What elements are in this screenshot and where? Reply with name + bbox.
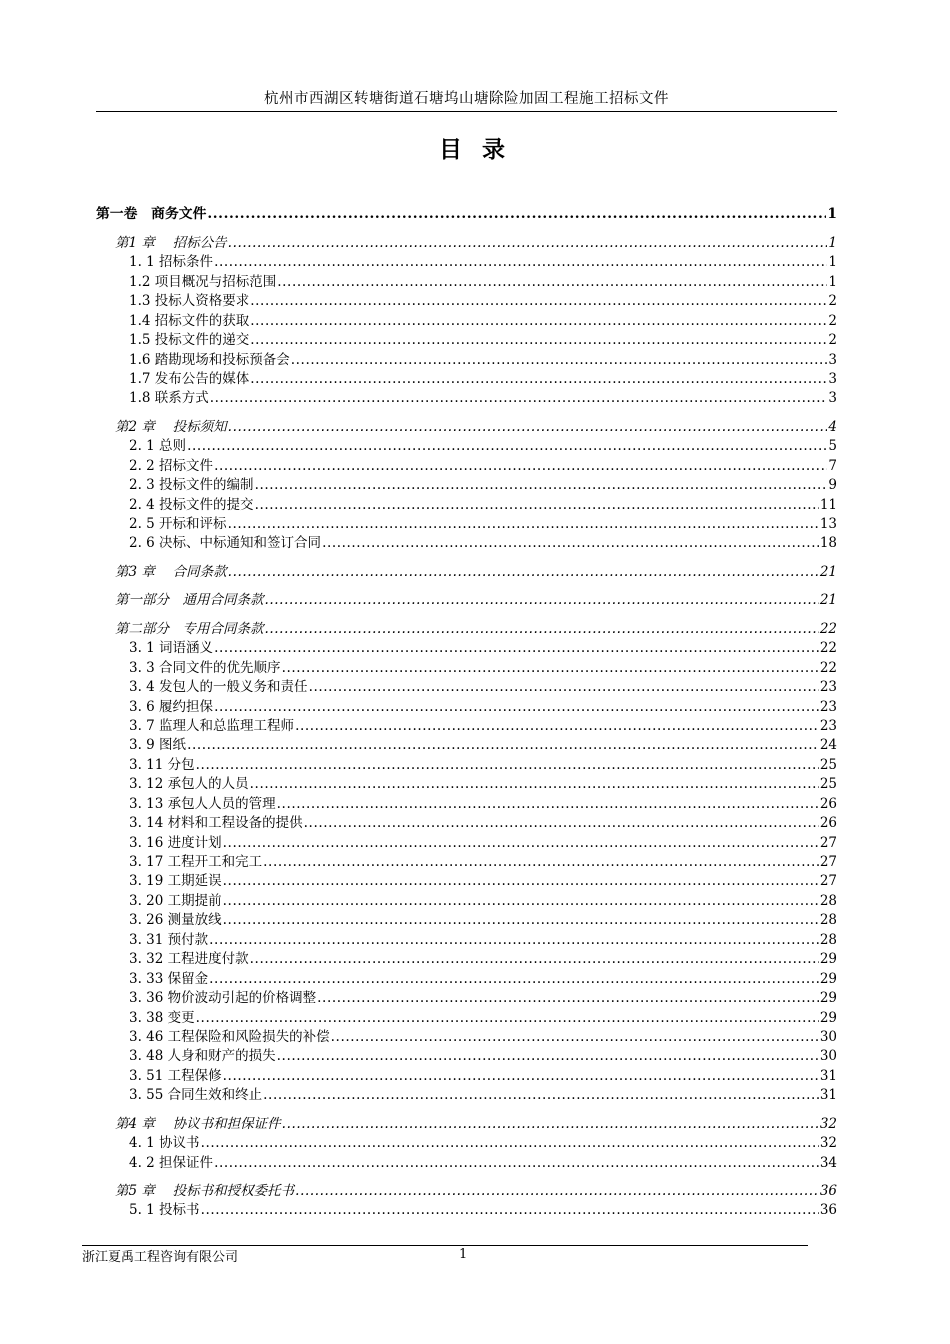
- toc-leader-dots: [291, 352, 828, 369]
- toc-entry-label: 第3 章 合同条款: [115, 563, 227, 580]
- toc-entry[interactable]: [96, 852, 837, 871]
- toc-entry[interactable]: [96, 1133, 837, 1152]
- toc-entry[interactable]: [96, 330, 837, 349]
- toc-leader-dots: [228, 419, 828, 436]
- toc-entry-page: 22: [819, 659, 837, 676]
- toc-leader-dots: [250, 293, 827, 310]
- toc-entry-page: 3: [828, 370, 837, 387]
- toc-entry-page: 29: [819, 970, 837, 987]
- toc-leader-dots: [223, 1068, 819, 1085]
- toc-entry[interactable]: [96, 369, 837, 388]
- toc-entry-page: 22: [819, 620, 837, 637]
- toc-entry-label: 4. 1 协议书: [129, 1135, 200, 1152]
- toc-leader-dots: [228, 235, 828, 252]
- toc-entry-label: 4. 2 担保证件: [129, 1154, 214, 1171]
- footer-rule: [82, 1245, 808, 1246]
- toc-leader-dots: [209, 971, 819, 988]
- toc-entry-label: 5. 1 投标书: [129, 1202, 200, 1219]
- toc-leader-dots: [250, 313, 827, 330]
- toc-leader-dots: [250, 776, 819, 793]
- toc-leader-dots: [322, 535, 819, 552]
- toc-leader-dots: [277, 796, 819, 813]
- toc-entry[interactable]: [96, 416, 837, 435]
- toc-entry-label: 3. 46 工程保险和风险损失的补偿: [129, 1028, 330, 1045]
- toc-entry[interactable]: [96, 1085, 837, 1104]
- toc-entry-label: 第5 章 投标书和授权委托书: [115, 1183, 295, 1199]
- toc-entry[interactable]: [96, 832, 837, 851]
- toc-entry-page: 7: [828, 457, 837, 474]
- toc-entry[interactable]: [96, 754, 837, 773]
- toc-entry-page: 32: [819, 1135, 837, 1152]
- toc-entry[interactable]: [96, 1181, 837, 1200]
- toc-entry[interactable]: [96, 735, 837, 754]
- toc-entry[interactable]: [96, 949, 837, 968]
- toc-entry-page: 29: [819, 1009, 837, 1026]
- toc-entry[interactable]: [96, 232, 837, 251]
- toc-leader-dots: [228, 516, 819, 533]
- toc-entry-page: 28: [819, 892, 837, 909]
- toc-leader-dots: [304, 815, 819, 832]
- toc-entry-page: 27: [819, 834, 837, 851]
- toc-entry[interactable]: [96, 252, 837, 271]
- toc-entry-label: 第2 章 投标须知: [115, 418, 227, 435]
- toc-entry-page: 31: [819, 1087, 837, 1104]
- toc-entry-page: 1: [828, 234, 837, 251]
- toc-entry[interactable]: [96, 204, 837, 223]
- toc-entry[interactable]: [96, 291, 837, 310]
- toc-entry-label: 3. 51 工程保修: [129, 1067, 222, 1084]
- toc-entry-page: 23: [819, 717, 837, 734]
- toc-leader-dots: [331, 1029, 819, 1046]
- toc-entry-label: 3. 16 进度计划: [129, 834, 222, 851]
- toc-leader-dots: [209, 932, 819, 949]
- header-rule: [96, 111, 837, 112]
- toc-leader-dots: [196, 757, 819, 774]
- toc-entry[interactable]: [96, 968, 837, 987]
- toc-entry-page: 32: [819, 1115, 837, 1132]
- toc-leader-dots: [265, 592, 819, 609]
- page-header-title: 杭州市西湖区转塘街道石塘坞山塘除险加固工程施工招标文件: [264, 91, 669, 107]
- toc-entry-page: 29: [819, 990, 837, 1007]
- toc-entry-page: 25: [819, 756, 837, 773]
- toc-entry-label: 1.7 发布公告的媒体: [129, 370, 250, 387]
- toc-entry[interactable]: [96, 871, 837, 890]
- toc-entry-label: 3. 13 承包人人员的管理: [129, 795, 276, 812]
- toc-entry-page: 21: [819, 592, 837, 609]
- toc-leader-dots: [214, 640, 819, 657]
- toc-entry-label: 3. 4 发包人的一般义务和责任: [129, 679, 308, 696]
- toc-leader-dots: [223, 912, 819, 929]
- toc-entry-label: 第一部分 通用合同条款: [115, 592, 264, 609]
- toc-entry[interactable]: [96, 638, 837, 657]
- toc-entry-label: 2. 5 开标和评标: [129, 516, 227, 532]
- toc-entry-page: 3: [828, 351, 837, 368]
- toc-entry-page: 2: [828, 312, 837, 329]
- toc-entry[interactable]: [96, 618, 837, 637]
- toc-leader-dots: [250, 371, 827, 388]
- toc-leader-dots: [277, 1048, 819, 1065]
- toc-entry-page: 30: [819, 1028, 837, 1045]
- toc-entry[interactable]: [96, 310, 837, 329]
- toc-leader-dots: [282, 1116, 819, 1133]
- toc-entry[interactable]: [96, 475, 837, 494]
- toc-entry-label: 第1 章 招标公告: [115, 234, 227, 251]
- toc-entry[interactable]: [96, 890, 837, 909]
- toc-leader-dots: [250, 332, 827, 349]
- toc-entry-page: 3: [828, 390, 837, 407]
- toc-entry[interactable]: [96, 929, 837, 948]
- toc-entry-label: 3. 19 工期延误: [129, 873, 222, 890]
- toc-leader-dots: [201, 1202, 819, 1219]
- toc-entry[interactable]: [96, 716, 837, 735]
- toc-entry-page: 1: [828, 273, 837, 290]
- toc-leader-dots: [223, 873, 819, 890]
- toc-leader-dots: [309, 679, 819, 696]
- toc-leader-dots: [265, 621, 819, 638]
- toc-entry-page: 9: [828, 477, 837, 494]
- toc-leader-dots: [250, 951, 819, 968]
- toc-entry-page: 23: [819, 698, 837, 715]
- toc-entry[interactable]: [96, 1152, 837, 1171]
- toc-entry-page: 1: [827, 206, 837, 223]
- toc-entry-label: 3. 9 图纸: [129, 737, 187, 754]
- toc-entry[interactable]: [96, 793, 837, 812]
- toc-entry[interactable]: [96, 1007, 837, 1026]
- toc-leader-dots: [277, 274, 827, 291]
- toc-leader-dots: [295, 718, 819, 735]
- toc-entry-label: 2. 3 投标文件的编制: [129, 477, 254, 494]
- toc-entry-page: 11: [819, 496, 837, 513]
- toc-entry-label: 3. 7 监理人和总监理工程师: [129, 717, 295, 734]
- toc-leader-dots: [214, 699, 819, 716]
- toc-entry[interactable]: [96, 813, 837, 832]
- toc-leader-dots: [210, 390, 828, 407]
- toc-entry-page: 27: [819, 873, 837, 890]
- toc-entry-label: 3. 3 合同文件的优先顺序: [129, 659, 281, 676]
- toc-entry-label: 3. 11 分包: [129, 756, 195, 773]
- toc-entry-label: 3. 38 变更: [129, 1009, 195, 1026]
- toc-entry[interactable]: [96, 388, 837, 407]
- toc-entry-label: 3. 1 词语涵义: [129, 640, 214, 657]
- toc-entry-page: 23: [819, 679, 837, 696]
- toc-entry-page: 27: [819, 854, 837, 870]
- toc-entry-label: 第一卷 商务文件: [96, 206, 207, 223]
- toc-entry-label: 3. 36 物价波动引起的价格调整: [129, 990, 317, 1007]
- table-of-contents: [96, 204, 837, 1219]
- toc-leader-dots: [214, 458, 827, 475]
- toc-entry-label: 3. 48 人身和财产的损失: [129, 1048, 276, 1065]
- toc-entry-page: 26: [819, 815, 837, 832]
- toc-leader-dots: [263, 854, 819, 871]
- toc-entry-page: 30: [819, 1048, 837, 1065]
- toc-entry-label: 1.6 踏勘现场和投标预备会: [129, 351, 290, 368]
- toc-entry[interactable]: [96, 494, 837, 513]
- toc-entry-page: 2: [828, 293, 837, 310]
- toc-leader-dots: [295, 1183, 819, 1200]
- toc-entry[interactable]: [96, 590, 837, 609]
- toc-leader-dots: [201, 1135, 819, 1152]
- toc-leader-dots: [187, 438, 827, 455]
- toc-entry-label: 2. 1 总则: [129, 438, 187, 455]
- toc-entry[interactable]: [96, 988, 837, 1007]
- toc-entry-label: 第4 章 协议书和担保证件: [115, 1115, 281, 1132]
- toc-entry-page: 1: [828, 254, 837, 271]
- toc-leader-dots: [214, 1155, 819, 1172]
- toc-entry-page: 4: [828, 418, 837, 435]
- toc-entry[interactable]: [96, 677, 837, 696]
- toc-entry-label: 1.5 投标文件的递交: [129, 332, 250, 349]
- toc-leader-dots: [223, 835, 819, 852]
- toc-entry-page: 36: [819, 1183, 837, 1199]
- toc-leader-dots: [223, 893, 819, 910]
- toc-entry-page: 31: [819, 1067, 837, 1084]
- toc-leader-dots: [187, 737, 819, 754]
- toc-entry[interactable]: [96, 1065, 837, 1084]
- toc-entry[interactable]: [96, 271, 837, 290]
- toc-leader-dots: [196, 1010, 819, 1027]
- toc-entry-page: 36: [819, 1202, 837, 1219]
- toc-leader-dots: [255, 497, 819, 514]
- toc-entry-label: 3. 32 工程进度付款: [129, 951, 249, 968]
- toc-entry[interactable]: [96, 696, 837, 715]
- toc-entry-label: 3. 6 履约担保: [129, 698, 214, 715]
- toc-entry-label: 3. 12 承包人的人员: [129, 776, 249, 793]
- toc-entry-page: 28: [819, 912, 837, 929]
- toc-entry-label: 1. 1 招标条件: [129, 254, 214, 271]
- toc-entry-page: 25: [819, 776, 837, 793]
- toc-entry-label: 3. 14 材料和工程设备的提供: [129, 815, 303, 832]
- toc-entry-page: 5: [828, 438, 837, 455]
- toc-leader-dots: [255, 477, 828, 494]
- toc-entry-page: 21: [819, 563, 837, 580]
- toc-entry-page: 29: [819, 951, 837, 968]
- toc-entry-page: 28: [819, 931, 837, 948]
- toc-entry[interactable]: [96, 561, 837, 580]
- toc-leader-dots: [263, 1087, 819, 1104]
- toc-entry-label: 3. 17 工程开工和完工: [129, 854, 263, 870]
- toc-leader-dots: [228, 564, 819, 581]
- toc-entry-label: 第二部分 专用合同条款: [115, 620, 264, 637]
- toc-entry-page: 18: [819, 535, 837, 552]
- toc-entry[interactable]: [96, 774, 837, 793]
- toc-entry-label: 2. 4 投标文件的提交: [129, 496, 254, 513]
- toc-entry[interactable]: [96, 910, 837, 929]
- toc-entry-page: 22: [819, 640, 837, 657]
- toc-entry[interactable]: [96, 514, 837, 533]
- toc-entry-label: 3. 20 工期提前: [129, 892, 222, 909]
- toc-entry[interactable]: [96, 657, 837, 676]
- toc-entry[interactable]: [96, 455, 837, 474]
- toc-entry-label: 3. 26 测量放线: [129, 912, 222, 929]
- toc-entry-label: 3. 55 合同生效和终止: [129, 1087, 263, 1104]
- toc-leader-dots: [214, 254, 827, 271]
- footer-company: 浙江夏禹工程咨询有限公司: [82, 1250, 239, 1265]
- toc-entry-page: 13: [819, 516, 837, 532]
- footer-page-number: 1: [459, 1247, 468, 1262]
- toc-entry-page: 24: [819, 737, 837, 754]
- toc-entry-label: 3. 31 预付款: [129, 931, 209, 948]
- toc-entry[interactable]: [96, 1113, 837, 1132]
- toc-entry-label: 1.2 项目概况与招标范围: [129, 273, 277, 290]
- toc-entry-label: 1.8 联系方式: [129, 390, 209, 407]
- toc-entry-label: 2. 6 决标、中标通知和签订合同: [129, 535, 322, 552]
- toc-title: 目 录: [438, 136, 511, 163]
- toc-entry[interactable]: [96, 533, 837, 552]
- toc-entry[interactable]: [96, 1046, 837, 1065]
- toc-entry-label: 2. 2 招标文件: [129, 457, 214, 474]
- toc-entry[interactable]: [96, 1027, 837, 1046]
- toc-entry-page: 34: [819, 1154, 837, 1171]
- toc-entry-label: 3. 33 保留金: [129, 970, 209, 987]
- toc-entry-page: 26: [819, 795, 837, 812]
- toc-leader-dots: [282, 660, 819, 677]
- toc-entry-label: 1.3 投标人资格要求: [129, 293, 250, 310]
- toc-entry[interactable]: [96, 349, 837, 368]
- toc-entry[interactable]: [96, 436, 837, 455]
- toc-entry-label: 1.4 招标文件的获取: [129, 312, 250, 329]
- toc-leader-dots: [207, 206, 826, 223]
- toc-entry-page: 2: [828, 332, 837, 349]
- toc-entry[interactable]: [96, 1200, 837, 1219]
- toc-leader-dots: [317, 990, 819, 1007]
